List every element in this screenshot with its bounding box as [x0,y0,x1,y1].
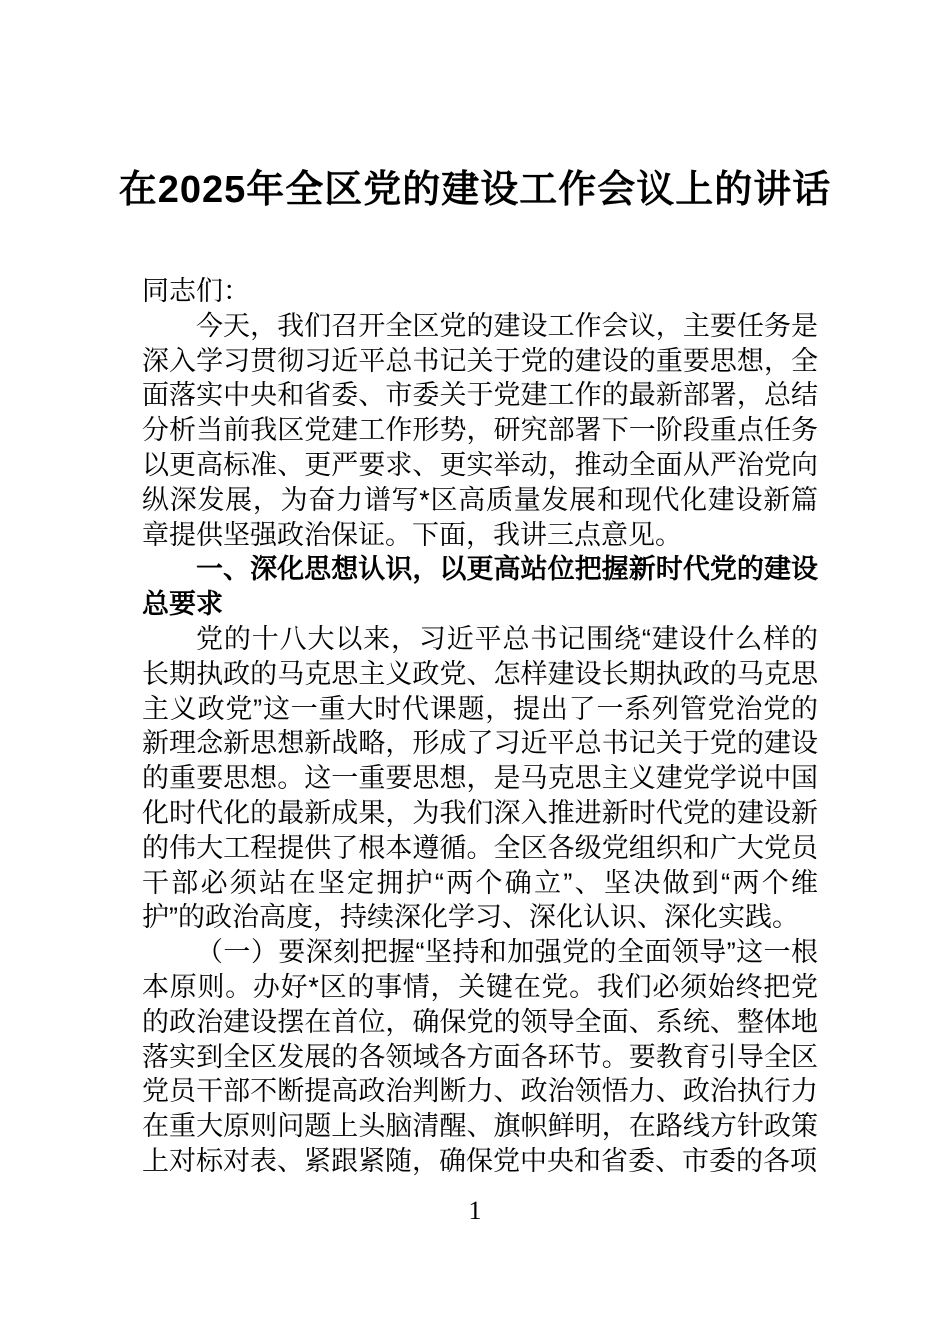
paragraph-section-body: 党的十八大以来，习近平总书记围绕“建设什么样的长期执政的马克思主义政党、怎样建设长期执政的马克思主义政党”这一重大时代课题，提出了一系列管党治党的新理念新思想新战略，形成了习近平总书记关于党的建设的重要思想。这一重要思想，是马克思主义建党学说中国化时代化的最新成果，为我们深入推进新时代党的建设新的伟大工程提供了根本遵循。全区各级党组织和广大党员干部必须站在坚定拥护“两个确立”、坚决做到“两个维护”的政治高度，持续深化学习、深化认识、深化实践。 [142,623,818,933]
section-heading-1: 一、深化思想认识，以更高站位把握新时代党的建设总要求 [142,554,818,620]
paragraph-intro: 今天，我们召开全区党的建设工作会议，主要任务是深入学习贯彻习近平总书记关于党的建设的重要思想，全面落实中央和省委、市委关于党建工作的最新部署，总结分析当前我区党建工作形势，研究部署下一阶段重点任务以更高标准、更严要求、更实举动，推动全面从严治党向纵深发展，为奋力谱写*区高质量发展和现代化建设新篇章提供坚强政治保证。下面，我讲三点意见。 [142,310,818,550]
page-number: 1 [468,1196,482,1225]
document-body [142,274,818,1179]
salutation: 同志们： [142,276,250,306]
document-title: 在2025年全区党的建设工作会议上的讲话 [118,169,832,211]
paragraph-subpoint-1: （一）要深刻把握“坚持和加强党的全面领导”这一根本原则。办好*区的事情，关键在党。我们必须始终把党的政治建设摆在首位，确保党的领导全面、系统、整体地落实到全区发展的各领域各方面各环节。要教育引导全区党员干部不断提高政治判断力、政治领悟力、政治执行力在重大原则问题上头脑清醒、旗帜鲜明，在路线方针政策上对标对表、紧跟紧随，确保党中央和省委、市委的各项 [142,937,818,1176]
